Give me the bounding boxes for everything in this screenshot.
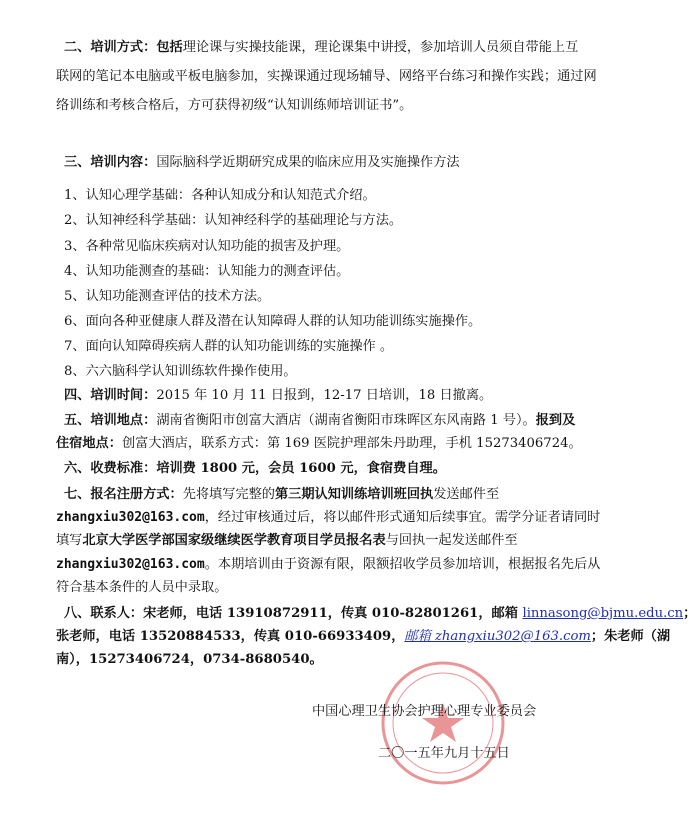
sec7-line4-text: 。本期培训由于资源有限，限额招收学员参加培训，根据报名先后从 bbox=[204, 557, 601, 572]
sec3-line bbox=[64, 152, 624, 173]
official-seal-stamp bbox=[378, 658, 508, 788]
sec2-bold-word: 包括 bbox=[156, 40, 183, 55]
sec5-line2 bbox=[56, 433, 616, 454]
sec3-item-8: 8、六六脑科学认知训练软件操作使用。 bbox=[64, 364, 297, 379]
sec7-line1-bold: 第三期认知训练培训班回执 bbox=[275, 487, 434, 502]
sec7-line3-a: 填写 bbox=[56, 533, 83, 548]
sec5-line2-text: 创富大酒店，联系方式：第 169 医院护理部朱丹助理，手机 15273406724。 bbox=[121, 436, 582, 451]
sec8-line2-text: 张老师，电话 13520884533，传真 010-66933409， bbox=[56, 629, 405, 644]
sec3-item-4: 4、认知功能测查的基础：认知能力的测查评估。 bbox=[64, 264, 350, 279]
sec3-item-1: 1、认知心理学基础：各种认知成分和认知范式介绍。 bbox=[64, 188, 376, 203]
sec7-line4 bbox=[56, 554, 616, 575]
sec6-heading: 六、收费标准： bbox=[64, 461, 157, 476]
sec8-line1 bbox=[64, 603, 696, 624]
sec6-text: 培训费 1800 元，会员 1600 元，食宿费自理。 bbox=[156, 461, 446, 476]
sec2-line3: 络训练和考核合格后，方可获得初级“认知训练师培训证书”。 bbox=[56, 98, 413, 113]
sec7-line3-bold: 北京大学医学部国家级继续医学教育项目学员报名表 bbox=[82, 533, 386, 548]
sec3-heading: 三、培训内容： bbox=[64, 155, 157, 170]
sec8-line3: 南），15273406724，0734-8680540。 bbox=[56, 652, 323, 667]
sec5-heading: 五、培训地点： bbox=[64, 413, 157, 428]
sec5-line2-bold: 住宿地点： bbox=[56, 436, 122, 451]
sec7-line3 bbox=[56, 530, 616, 551]
sec8-email-link-1[interactable]: linnasong@bjmu.edu.cn bbox=[522, 606, 684, 621]
sec5-line1 bbox=[64, 410, 624, 431]
sec7-line1-c: 发送邮件至 bbox=[433, 487, 500, 502]
sec8-line2 bbox=[56, 626, 671, 647]
sec2-heading: 二、培训方式： bbox=[64, 40, 157, 55]
sec7-email-2: zhangxiu302@163.com bbox=[56, 557, 205, 572]
sec3-intro: 国际脑科学近期研究成果的临床应用及实施操作方法 bbox=[156, 155, 460, 170]
sec7-email-1: zhangxiu302@163.com bbox=[56, 510, 205, 525]
sec8-line1-end: ； bbox=[683, 606, 696, 621]
sec7-line5: 符合基本条件的人员中录取。 bbox=[56, 580, 228, 595]
sec5-line1-text: 湖南省衡阳市创富大酒店（湖南省衡阳市珠晖区东风南路 1 号）。 bbox=[156, 413, 536, 428]
sec8-email-link-2[interactable]: 邮箱 zhangxiu302@163.com bbox=[404, 629, 591, 644]
sec7-heading: 七、报名注册方式： bbox=[64, 487, 183, 502]
sec3-item-3: 3、各种常见临床疾病对认知功能的损害及护理。 bbox=[64, 239, 350, 254]
sec4-line bbox=[64, 385, 624, 406]
sec7-line2-text: ，经过审核通过后，将以邮件形式通知后续事宜。需学分证者请同时 bbox=[204, 510, 601, 525]
sec3-item-6: 6、面向各种亚健康人群及潜在认知障碍人群的认知功能训练实施操作。 bbox=[64, 314, 482, 329]
signature-org: 中国心理卫生协会护理心理专业委员会 bbox=[312, 704, 537, 719]
sec3-item-2: 2、认知神经科学基础：认知神经科学的基础理论与方法。 bbox=[64, 213, 403, 228]
sec2-line1-text: 理论课与实操技能课，理论课集中讲授，参加培训人员须自带能上互 bbox=[182, 40, 579, 55]
sec8-heading: 八、联系人： bbox=[64, 606, 144, 621]
sec3-item-7: 7、面向认知障碍疾病人群的认知功能训练的实施操作 。 bbox=[64, 339, 394, 354]
sec5-line1-bold: 报到及 bbox=[535, 413, 576, 428]
sec8-line1-text: 宋老师，电话 13910872911，传真 010-82801261，邮箱 bbox=[143, 606, 523, 621]
sec2-line2: 联网的笔记本电脑或平板电脑参加，实操课通过现场辅导、网络平台练习和操作实践；通过网 bbox=[56, 69, 597, 84]
sec8-line2-end: ；朱老师（湖 bbox=[590, 629, 671, 644]
sec3-item-5: 5、认知功能测查评估的技术方法。 bbox=[64, 289, 271, 304]
sec2-line1 bbox=[64, 37, 624, 58]
sec6-line bbox=[64, 458, 624, 479]
signature-date: 二〇一五年九月十五日 bbox=[378, 746, 510, 761]
sec7-line1-a: 先将填写完整的 bbox=[182, 487, 275, 502]
sec7-line2 bbox=[56, 507, 616, 528]
sec4-heading: 四、培训时间： bbox=[64, 388, 157, 403]
sec7-line1 bbox=[64, 484, 624, 505]
sec7-line3-c: 与回执一起发送邮件至 bbox=[385, 533, 518, 548]
sec4-text: 2015 年 10 月 11 日报到，12-17 日培训，18 日撤离。 bbox=[156, 388, 493, 403]
